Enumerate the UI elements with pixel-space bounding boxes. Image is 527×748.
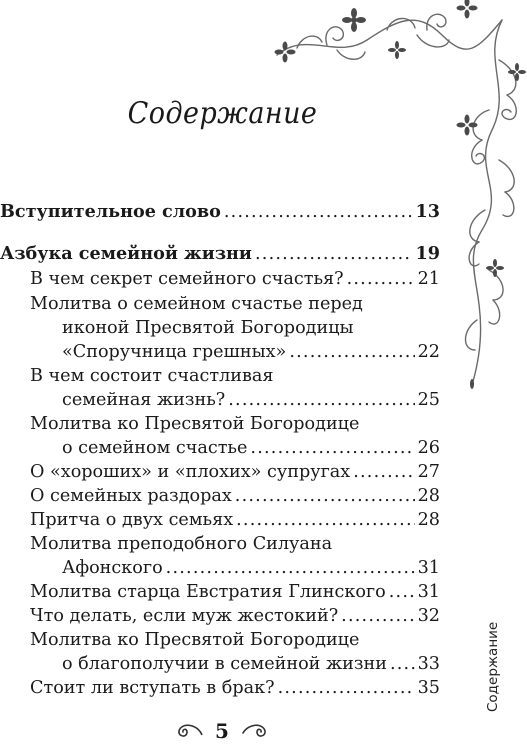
- toc-entry[interactable]: [0, 604, 440, 628]
- toc-entry-title: Притча о двух семьях: [30, 510, 234, 530]
- toc-entry[interactable]: [0, 580, 440, 604]
- toc-page-number: 31: [417, 558, 440, 578]
- dot-leader: [224, 200, 413, 224]
- dot-leader: [255, 242, 413, 266]
- dot-leader: [347, 267, 415, 291]
- toc-page-number: 31: [417, 582, 440, 602]
- toc-entry-title: Стоит ли вступать в брак?: [30, 678, 275, 698]
- toc-page-number: 26: [417, 438, 440, 458]
- left-swirl-ornament-icon: [175, 721, 203, 741]
- toc-page-number: 19: [415, 243, 440, 264]
- toc-entry-title: Молитва ко Пресвятой Богородице: [30, 414, 360, 434]
- toc-page-number: 35: [417, 678, 440, 698]
- dot-leader: [390, 652, 415, 676]
- dot-leader: [228, 388, 414, 412]
- toc-page-number: 32: [417, 606, 440, 626]
- toc-entry-title: о благополучии в семейной жизни: [62, 654, 387, 674]
- dot-leader: [341, 604, 414, 628]
- toc-entry-title: Молитва преподобного Силуана: [30, 534, 333, 554]
- toc-entry[interactable]: [0, 532, 440, 580]
- toc-entry-title: о семейном счастье: [62, 438, 248, 458]
- toc-entry[interactable]: [0, 484, 440, 508]
- dot-leader: [235, 484, 415, 508]
- right-swirl-ornament-icon: [241, 721, 269, 741]
- page-number: 5: [215, 719, 229, 743]
- toc-entry-title: Афонского: [62, 558, 163, 578]
- dot-leader: [236, 508, 414, 532]
- toc-entry-title: В чем состоит счастливая: [30, 366, 274, 386]
- toc-entry-title: О семейных раздорах: [30, 486, 232, 506]
- toc-page-number: 25: [417, 390, 440, 410]
- toc-entry-title: иконой Пресвятой Богородицы: [62, 318, 354, 338]
- toc-entry-title: семейная жизнь?: [62, 390, 226, 410]
- toc-entry-title: Что делать, если муж жестокий?: [30, 606, 339, 626]
- page-footer: [170, 714, 274, 748]
- toc-page-number: 27: [417, 462, 440, 482]
- toc-entry[interactable]: [0, 364, 440, 412]
- toc-entry[interactable]: [0, 200, 440, 224]
- toc-entry-title: О «хороших» и «плохих» супругах: [30, 462, 351, 482]
- toc-entry[interactable]: [0, 460, 440, 484]
- toc-page-number: 22: [417, 342, 440, 362]
- toc-entry-title: Молитва старца Евстратия Глинского: [30, 582, 386, 602]
- toc-entry[interactable]: [0, 292, 440, 364]
- toc-entry[interactable]: [0, 412, 440, 460]
- toc-entry[interactable]: [0, 676, 440, 700]
- toc-entry-title: В чем секрет семейного счастья?: [30, 269, 344, 289]
- toc-page-number: 21: [417, 269, 440, 289]
- toc-page-number: 33: [417, 654, 440, 674]
- toc-entry-title: Молитва о семейном счастье перед: [30, 294, 363, 314]
- toc-entry-title: «Споручница грешных»: [62, 342, 287, 362]
- toc-page-number: 28: [417, 486, 440, 506]
- toc-entry-title: Молитва ко Пресвятой Богородице: [30, 630, 360, 650]
- dot-leader: [250, 436, 414, 460]
- toc-entry[interactable]: [0, 508, 440, 532]
- toc-entry[interactable]: [0, 628, 440, 676]
- dot-leader: [166, 556, 415, 580]
- toc-page-number: 13: [415, 201, 440, 222]
- dot-leader: [278, 676, 415, 700]
- page-title: Содержание: [127, 96, 318, 131]
- running-head-side: Содержание: [485, 621, 501, 712]
- toc-entry[interactable]: [0, 267, 440, 291]
- dot-leader: [289, 340, 414, 364]
- toc-page-number: 28: [417, 510, 440, 530]
- toc-entry[interactable]: [0, 242, 440, 266]
- dot-leader: [353, 460, 414, 484]
- dot-leader: [389, 580, 415, 604]
- toc-entry-title: Азбука семейной жизни: [0, 243, 252, 264]
- toc-entry-title: Вступительное слово: [0, 201, 221, 222]
